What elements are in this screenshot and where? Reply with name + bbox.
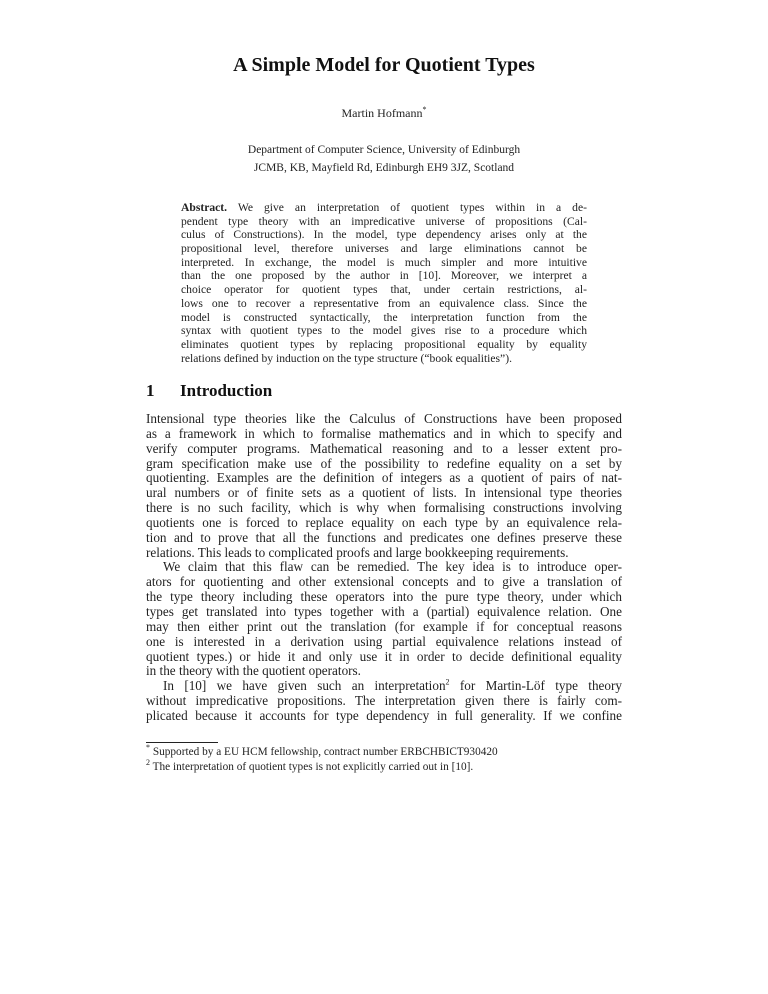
footnote-ref: 2	[445, 677, 450, 687]
body-line: We claim that this flaw can be remedied. The key idea is to introduce oper-	[163, 559, 622, 575]
body-line: in the theory with the quotient operators.	[146, 663, 361, 679]
abstract-line: than the one proposed by the author in [10]. Moreover, we interpret a	[181, 269, 587, 283]
body-line	[146, 679, 622, 694]
abstract-line: syntax with quotient types to the model gives rise to a procedure which	[181, 324, 587, 338]
footnote	[146, 743, 498, 758]
body-line: one is interested in a derivation using partial equivalence relations instead of	[146, 633, 622, 649]
author	[0, 106, 768, 121]
abstract-line: relations defined by induction on the type structure (“book equalities”).	[181, 351, 512, 365]
body-line: Intensional type theories like the Calculus of Constructions have been proposed	[146, 411, 622, 426]
body-line: plicated because it accounts for type dependency in full generality. If we confine	[146, 707, 622, 723]
abstract-line: model is constructed syntactically, the interpretation function from the	[181, 310, 587, 324]
body-line: types get translated into types together with a (partial) equivalence relation. One	[146, 603, 622, 619]
section-title: Introduction	[180, 381, 273, 400]
body-line: there is no such facility, which is why when formalising constructions involving	[146, 500, 622, 516]
abstract-line	[181, 201, 587, 215]
body-line: ural numbers or of finite sets as a quotient of lists. In intensional type theories	[146, 485, 622, 501]
abstract-text: We give an interpretation of quotient types within in a de-	[237, 201, 587, 214]
abstract-label: Abstract.	[181, 201, 228, 214]
abstract-line: lows one to recover a representative from an equivalence class. Since the	[181, 296, 587, 310]
body-line: gram specification make use of the possibility to redefine equality on a set by	[146, 455, 622, 471]
body-text	[146, 412, 622, 724]
paper-title: A Simple Model for Quotient Types	[233, 54, 535, 76]
abstract-line: pendent type theory with an impredicative universe of propositions (Cal-	[181, 214, 587, 228]
footnote-rule	[146, 742, 218, 743]
body-text-segment: for Martin-Löf type theory	[449, 678, 622, 694]
footnote	[146, 758, 474, 773]
body-line: relations. This leads to complicated proofs and large bookkeeping requirements.	[146, 544, 569, 560]
abstract-line: eliminates quotient types by replacing propositional equality by equality	[181, 337, 587, 351]
body-text-segment: In [10] we have given such an interpretation	[163, 678, 446, 694]
body-line: without impredicative propositions. The interpretation given there is fairly com-	[146, 693, 622, 709]
abstract-line: interpreted. In exchange, the model is much simpler and more intuitive	[181, 255, 587, 269]
abstract-line: propositional level, therefore universes and large eliminations cannot be	[181, 242, 587, 256]
body-line: tion and to prove that all the functions and predicates one defines preserve these	[146, 529, 622, 545]
author-name: Martin Hofmann	[341, 106, 423, 120]
section-heading	[146, 381, 272, 401]
affiliation-line: Department of Computer Science, University of Edinburgh	[247, 144, 521, 156]
body-line: as a framework in which to formalise mathematics and in which to specify and	[146, 425, 622, 441]
footnote-text: The interpretation of quotient types is not explicitly carried out in [10].	[152, 761, 474, 773]
affiliation-line: JCMB, KB, Mayfield Rd, Edinburgh EH9 3JZ, Scotland	[253, 162, 515, 174]
footnote-text: Supported by a EU HCM fellowship, contract number ERBCHBICT930420	[152, 746, 498, 758]
footnote-mark: *	[146, 743, 150, 753]
abstract	[181, 201, 587, 365]
body-line: may then either print out the translation (for example if for conceptual reasons	[146, 618, 622, 634]
body-line: ators for quotienting and other extensional concepts and to give a translation of	[146, 574, 622, 590]
body-line: quotients one is forced to replace equality on each type by an equivalence rela-	[146, 514, 622, 530]
body-line: quotient types.) or hide it and only use it in order to decide definitional equality	[146, 648, 622, 664]
abstract-line: culus of Constructions). In the model, type dependency arises only at the	[181, 228, 587, 242]
body-line: quotienting. Examples are the definition of integers as a quotient of pairs of nat-	[146, 470, 622, 486]
section-number: 1	[146, 381, 155, 400]
body-line: verify computer programs. Mathematical reasoning and to a lesser extent pro-	[146, 440, 622, 456]
body-line: the type theory including these operators into the pure type theory, under which	[146, 589, 622, 605]
abstract-line: choice operator for quotient types that, under certain restrictions, al-	[181, 283, 587, 297]
footnote-mark: 2	[146, 758, 150, 768]
author-footnote-mark: *	[422, 105, 427, 114]
